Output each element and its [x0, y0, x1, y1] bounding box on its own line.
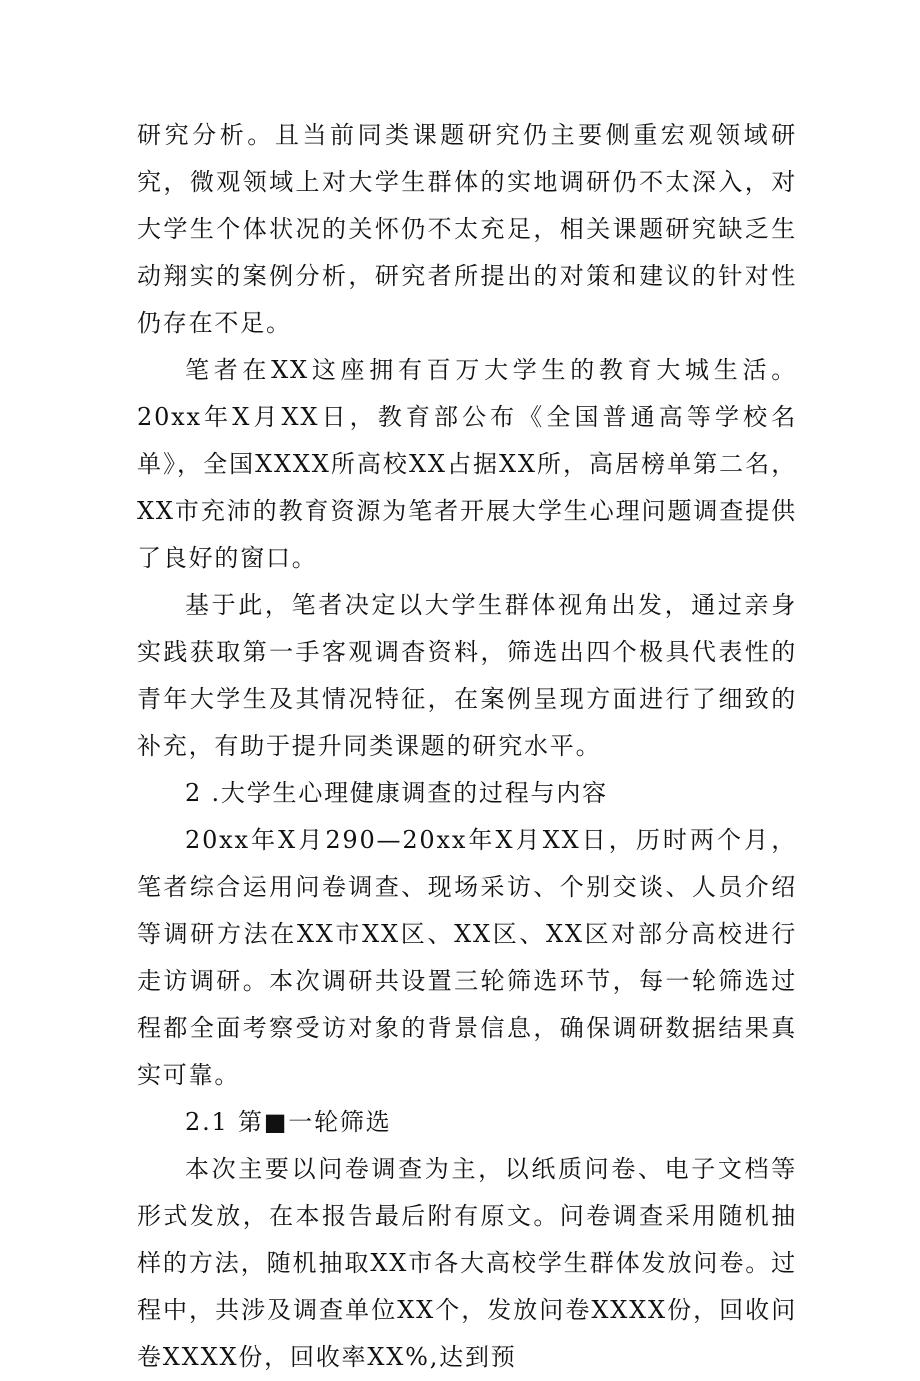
section-heading-2-1: 2.1 第■一轮筛选 — [185, 1108, 392, 1136]
document-body — [137, 112, 797, 1381]
paragraph-questionnaire: 本次主要以问卷调查为主，以纸质问卷、电子文档等形式发放，在本报告最后附有原文。问卷调查采用随机抽样的方法，随机抽取XX市各大高校学生群体发放问卷。过程中，共涉及调查单位XX个，发放问卷XXXX份，回收问卷XXXX份，回收率XX%,达到预 — [137, 1155, 797, 1371]
section-heading-2: 2 .大学生心理健康调查的过程与内容 — [185, 779, 608, 807]
paragraph-survey-process: 20xx年X月290—20xx年X月XX日，历时两个月，笔者综合运用问卷调查、现场采访、个别交谈、人员介绍等调研方法在XX市XX区、XX区、XX区对部分高校进行走访调研。本次调研共设置三轮筛选环节，每一轮筛选过程都全面考察受访对象的背景信息，确保调研数据结果真实可靠。 — [137, 826, 797, 1089]
paragraph-continued: 研究分析。且当前同类课题研究仍主要侧重宏观领域研究，微观领域上对大学生群体的实地调研仍不太深入，对大学生个体状况的关怀仍不太充足，相关课题研究缺乏生动翔实的案例分析，研究者所提出的对策和建议的针对性仍存在不足。 — [137, 121, 797, 337]
paragraph-research-basis: 基于此，笔者决定以大学生群体视角出发，通过亲身实践获取第一手客观调杳资料，筛选出四个极具代表性的青年大学生及其情况特征，在案例呈现方面进行了细致的补充，有助于提升同类课题的研究水平。 — [137, 591, 797, 760]
paragraph-city-education: 笔者在XX这座拥有百万大学生的教育大城生活。20xx年X月XX日，教育部公布《全国普通高等学校名单》，全国XXXX所高校XX占据XX所，高居榜单第二名，XX市充沛的教育资源为笔者开展大学生心理问题调查提供了良好的窗口。 — [137, 356, 797, 572]
